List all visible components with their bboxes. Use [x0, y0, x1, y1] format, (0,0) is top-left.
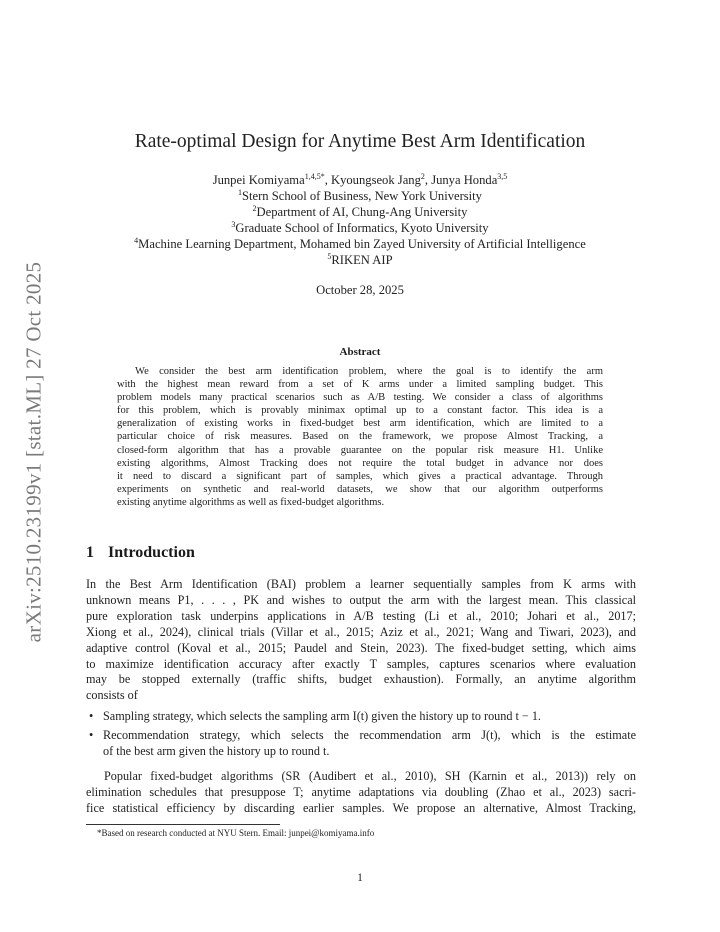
bullet-line: Sampling strategy, which selects the sampling arm I(t) given the history up to round t − 1.	[103, 709, 541, 723]
arxiv-identifier: arXiv:2510.23199v1 [stat.ML] 27 Oct 2025	[21, 261, 46, 643]
affiliation	[0, 252, 720, 268]
bullet-list	[86, 709, 636, 763]
abstract-line: existing algorithms, Almost Tracking does not require the total budget in advance nor does	[117, 457, 603, 469]
paragraph-line: consists of	[86, 688, 138, 703]
affiliation-sup: 3	[231, 220, 236, 229]
author-affil-sup: 2	[420, 172, 425, 181]
abstract-body	[117, 365, 603, 509]
author-affil-sup: 3,5	[497, 172, 508, 181]
footnote: *Based on research conducted at NYU Stern. Email: junpei@komiyama.info	[97, 828, 375, 838]
affiliation	[0, 220, 720, 236]
abstract-line: existing anytime algorithms as well as fixed-budget algorithms.	[117, 496, 385, 508]
bullet-icon: •	[89, 727, 94, 742]
abstract-heading: Abstract	[339, 346, 381, 358]
paragraph-line: to maximize identification accuracy after exactly T samples, captures scenarios where evaluation	[86, 656, 636, 671]
intro-paragraph-1	[86, 577, 636, 704]
abstract-line: particular choice of risk measures. Based on the framework, we propose Almost Tracking, a	[117, 431, 603, 443]
abstract-line: it need to discard a significant part of samples, which gives a practical advantage. Through	[117, 470, 603, 482]
author-block	[0, 172, 720, 268]
section-title: Introduction	[108, 544, 195, 561]
bullet-line: Recommendation strategy, which selects the recommendation arm J(t), which is the estimate	[103, 727, 636, 742]
author-affil-sup: 1,4,5	[304, 172, 321, 181]
affiliation-sup: 5	[327, 252, 332, 261]
bullet-line: of the best arm given the history up to round t.	[103, 743, 330, 758]
footnote-rule	[86, 824, 280, 825]
intro-paragraph-2	[86, 769, 636, 817]
affiliation-text: RIKEN AIP	[331, 253, 393, 267]
paragraph-line: pure exploration task underpins applications in A/B testing (Li et al., 2010; Johari et al., 2017;	[86, 608, 636, 623]
list-item	[86, 709, 636, 725]
paragraph-line: Popular fixed-budget algorithms (SR (Audibert et al., 2010), SH (Karnin et al., 2013)) rely on	[104, 769, 636, 783]
author-line: Junpei Komiyama$^{1,4,5*}$, Kyoungseok Jang$^2$, Junya Honda$^{3,5}$	[212, 172, 508, 187]
section-number: 1	[86, 544, 94, 561]
abstract-line: problem models many practical scenarios such as A/B testing. We consider a class of algorithms	[117, 392, 603, 404]
affiliation-text: Stern School of Business, New York University	[242, 189, 482, 203]
list-item	[86, 728, 636, 760]
abstract-line: closed-form algorithm that has a provable guarantee on the popular risk measure H1. Unlike	[117, 444, 603, 456]
paragraph-line: fice statistical efficiency by discarding earlier samples. We propose an alternative, Almost Tracking,	[86, 800, 636, 815]
paragraph-line: elimination schedules that presuppose T; anytime adaptations via doubling (Zhao et al., 2023) sacri-	[86, 784, 636, 799]
bullet-icon: •	[89, 709, 94, 723]
affiliation	[0, 188, 720, 204]
abstract-line: with the highest mean reward from a set of K arms under a limited sampling budget. This	[117, 379, 603, 391]
paper-title: Rate-optimal Design for Anytime Best Arm Identification	[134, 131, 586, 152]
abstract-line: generalization of existing works in fixed-budget best arm identification, which are limited to a	[117, 418, 603, 430]
section-heading	[86, 544, 195, 562]
paper-date: October 28, 2025	[316, 283, 404, 297]
paragraph-line: Xiong et al., 2024), clinical trials (Villar et al., 2015; Aziz et al., 2021; Wang and Tiwari, 2023), and	[86, 624, 636, 639]
page-number: 1	[357, 872, 363, 884]
paragraph-line: may be stopped externally (traffic shifts, budget exhaustion). Formally, an anytime algorithm	[86, 672, 636, 687]
affiliation	[0, 236, 720, 252]
affiliation-sup: 4	[134, 236, 139, 245]
abstract-line: for this problem, which is provably minimax optimal up to a constant factor. This idea is a	[117, 405, 603, 417]
paragraph-line: unknown means P1, . . . , PK and wishes to output the arm with the largest mean. This classical	[86, 592, 636, 607]
author-name: Junpei Komiyama	[212, 173, 305, 187]
paragraph-line: adaptive control (Koval et al., 2015; Paudel and Stein, 2023). The fixed-budget setting, which aims	[86, 640, 636, 655]
affiliation-text: Graduate School of Informatics, Kyoto University	[235, 221, 489, 235]
author-name: Junya Honda	[431, 173, 498, 187]
arxiv-sidebar-stamp	[20, 255, 48, 650]
paragraph-line: In the Best Arm Identification (BAI) problem a learner sequentially samples from K arms with	[86, 577, 636, 591]
abstract-line: experiments on synthetic and real-world datasets, we show that our algorithm outperforms	[117, 483, 603, 495]
author-name: Kyoungseok Jang	[330, 173, 421, 187]
author-mark: *	[320, 172, 325, 181]
affiliation-text: Machine Learning Department, Mohamed bin Zayed University of Artificial Intelligence	[138, 237, 586, 251]
affiliation-text: Department of AI, Chung-Ang University	[256, 205, 468, 219]
abstract-line: We consider the best arm identification problem, where the goal is to identify the arm	[135, 366, 603, 377]
affiliation-sup: 1	[238, 188, 242, 197]
affiliation-sup: 2	[252, 204, 257, 213]
affiliation	[0, 204, 720, 220]
